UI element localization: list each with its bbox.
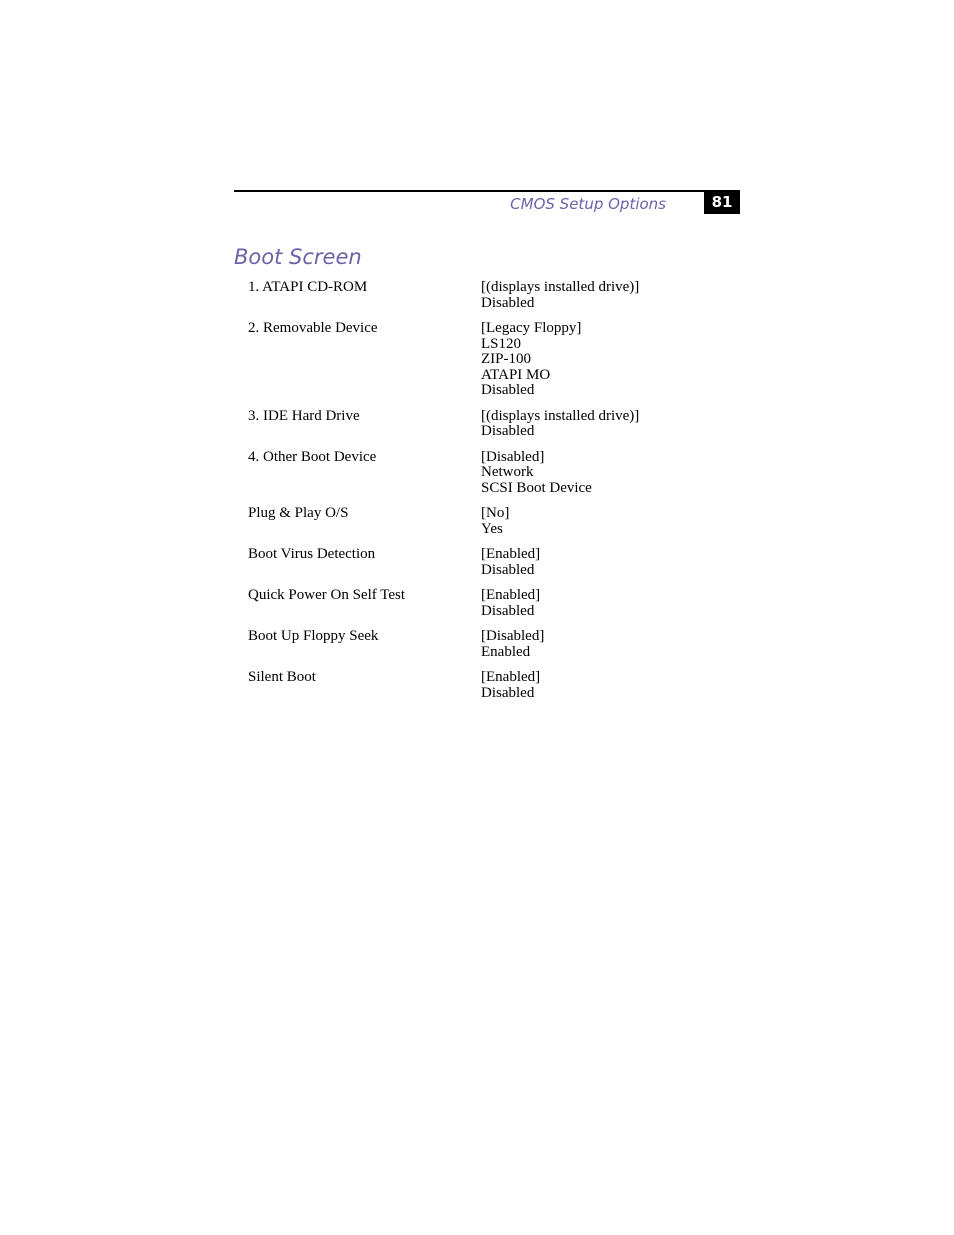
option: Disabled	[481, 423, 535, 439]
setting-name: 3. IDE Hard Drive	[248, 407, 360, 424]
option-default: [Enabled]	[481, 669, 541, 685]
running-head: CMOS Setup Options	[510, 195, 666, 213]
setting-options	[481, 547, 728, 578]
option: Enabled	[481, 643, 531, 660]
option: Disabled	[481, 684, 535, 701]
setting-options	[481, 670, 728, 701]
section-title: Boot Screen	[234, 245, 362, 269]
setting-row	[248, 280, 728, 311]
option-default: [Enabled]	[481, 587, 541, 603]
setting-name: 4. Other Boot Device	[248, 448, 377, 465]
setting-name: Boot Up Floppy Seek	[248, 628, 379, 644]
setting-options	[481, 588, 728, 619]
option-default: [(displays installed drive)]	[481, 407, 640, 424]
option: Disabled	[481, 561, 535, 578]
setting-name: Plug & Play O/S	[248, 505, 349, 521]
setting-name: Quick Power On Self Test	[248, 587, 405, 603]
option: ZIP-100	[481, 351, 531, 367]
setting-row	[248, 670, 728, 701]
setting-row	[248, 506, 728, 537]
option-default: [No]	[481, 505, 510, 521]
setting-name: 2. Removable Device	[248, 320, 378, 336]
option-default: [Disabled]	[481, 448, 545, 465]
option-default: [Disabled]	[481, 628, 545, 644]
option: SCSI Boot Device	[481, 479, 592, 496]
setting-row	[248, 321, 728, 399]
option: LS120	[481, 335, 522, 352]
setting-name: Silent Boot	[248, 669, 316, 685]
option-default: [(displays installed drive)]	[481, 279, 640, 295]
setting-row	[248, 629, 728, 660]
setting-options	[481, 321, 728, 399]
option: Yes	[481, 520, 503, 537]
option: Disabled	[481, 382, 535, 398]
setting-row	[248, 547, 728, 578]
setting-row	[248, 409, 728, 440]
option: Disabled	[481, 602, 535, 619]
setting-options	[481, 629, 728, 660]
option: Disabled	[481, 294, 535, 311]
header-rule	[234, 190, 740, 192]
setting-options	[481, 280, 728, 311]
setting-row	[248, 588, 728, 619]
page-number: 81	[704, 190, 740, 214]
setting-options	[481, 409, 728, 440]
setting-name: Boot Virus Detection	[248, 546, 376, 562]
setting-options	[481, 506, 728, 537]
option-default: [Legacy Floppy]	[481, 320, 582, 336]
setting-options	[481, 450, 728, 497]
option-default: [Enabled]	[481, 546, 541, 562]
option: Network	[481, 464, 534, 480]
setting-name: 1. ATAPI CD-ROM	[248, 279, 368, 295]
settings-list	[248, 280, 728, 701]
setting-row	[248, 450, 728, 497]
option: ATAPI MO	[481, 366, 551, 383]
